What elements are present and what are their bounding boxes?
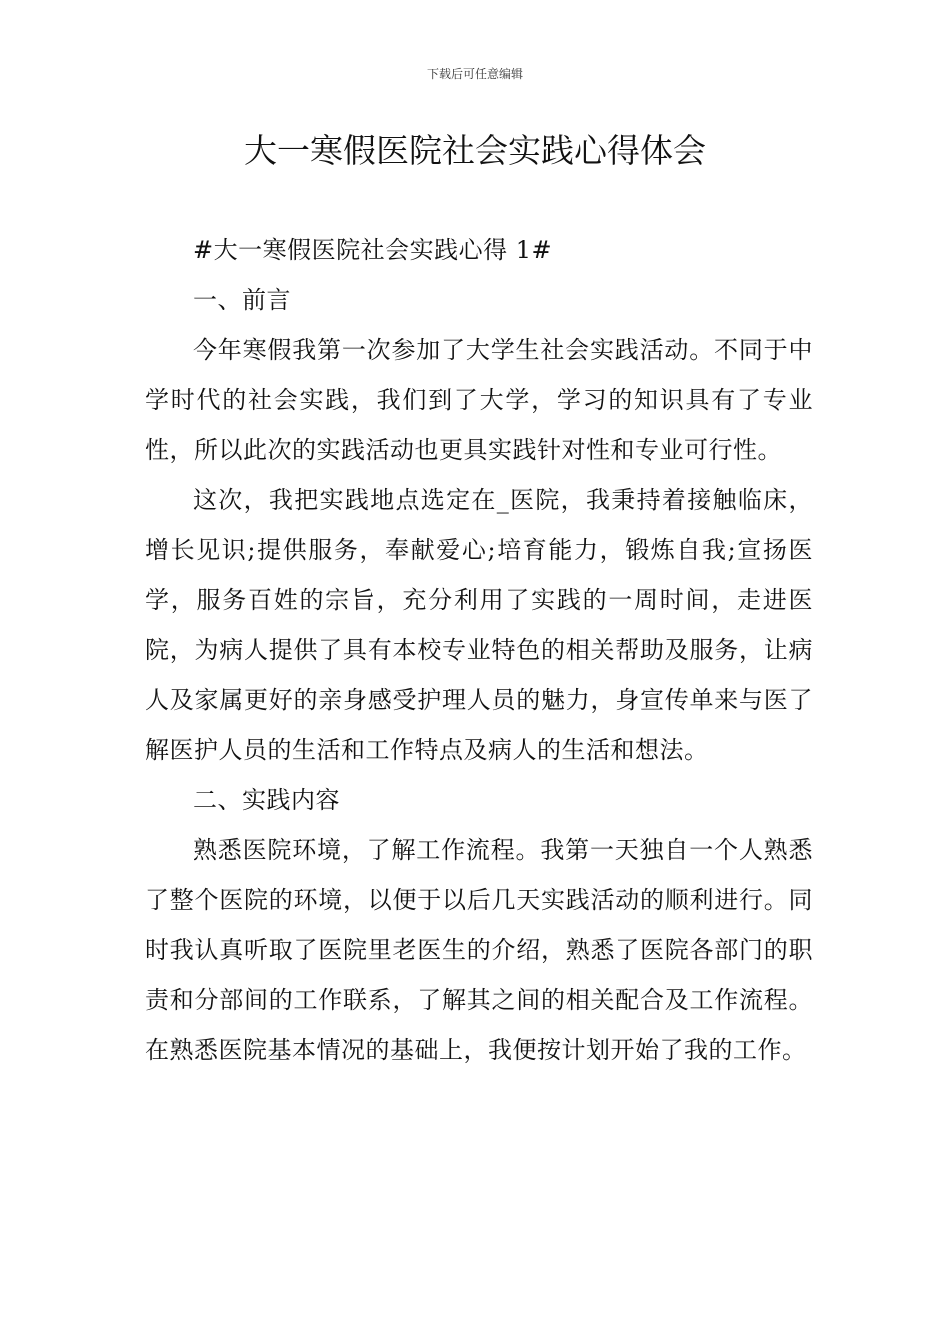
paragraph: 今年寒假我第一次参加了大学生社会实践活动。不同于中学时代的社会实践，我们到了大学，学习的知识具有了专业性，所以此次的实践活动也更具实践针对性和专业可行性。: [145, 336, 813, 464]
header-note: 下载后可任意编辑: [426, 67, 523, 81]
document-body: [145, 225, 813, 1075]
paragraph: 熟悉医院环境，了解工作流程。我第一天独自一个人熟悉了整个医院的环境，以便于以后几天实践活动的顺利进行。同时我认真听取了医院里老医生的介绍，熟悉了医院各部门的职责和分部间的工作联系，了解其之间的相关配合及工作流程。在熟悉医院基本情况的基础上，我便按计划开始了我的工作。: [145, 836, 813, 1064]
section-heading-content: 二、实践内容: [193, 786, 340, 814]
paragraph: 这次，我把实践地点选定在_医院，我秉持着接触临床，增长见识;提供服务，奉献爱心;培育能力，锻炼自我;宣扬医学，服务百姓的宗旨，充分利用了实践的一周时间，走进医院，为病人提供了具有本校专业特色的相关帮助及服务，让病人及家属更好的亲身感受护理人员的魅力，身宣传单来与医了解医护人员的生活和工作特点及病人的生活和想法。: [145, 486, 813, 764]
section-heading-preface: 一、前言: [193, 286, 291, 314]
document-title: 大一寒假医院社会实践心得体会: [244, 131, 706, 170]
section-marker: #大一寒假医院社会实践心得 1#: [193, 236, 553, 264]
